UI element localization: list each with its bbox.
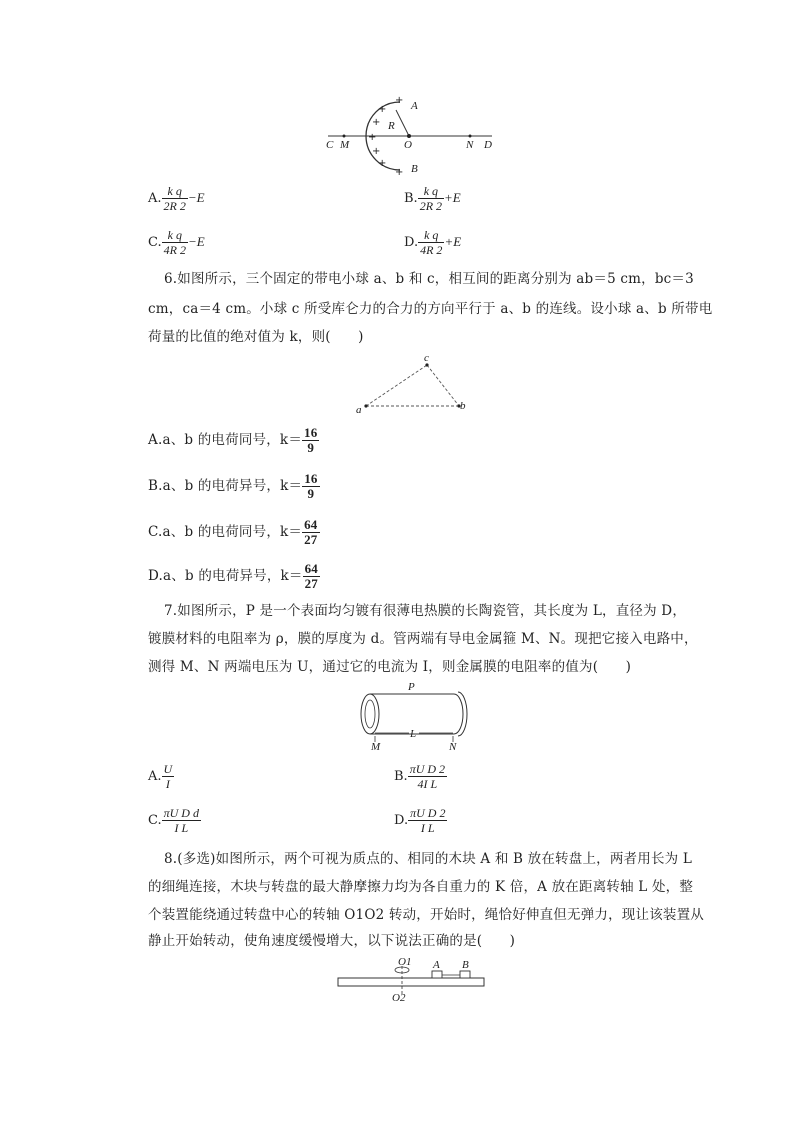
q6-stem-line3: 荷量的比值的绝对值为 k，则( ) — [148, 329, 364, 345]
label-O: O — [404, 139, 412, 151]
q7-option-d[interactable]: D. $\frac{\text{πU D 2}}{\text{I L}}$ — [394, 806, 446, 835]
q7-stem-line3: 测得 M、N 两端电压为 U，通过它的电流为 I，则金属膜的电阻率的值为( ) — [148, 659, 632, 675]
q5-option-a[interactable]: A. $\frac{\text{k q}}{2R 2}$ −E — [148, 184, 205, 213]
label-c: c — [424, 352, 429, 364]
q8-stem-line1: 8.(多选)如图所示，两个可视为质点的、相同的木块 A 和 B 放在转盘上，两者用长为 L — [164, 851, 693, 867]
plus-sign: + — [372, 146, 381, 157]
q8-stem-line3: 个装置能绕通过转盘中心的转轴 O1O2 转动，开始时，绳恰好伸直但无弹力，现让该装置从 — [148, 907, 704, 923]
plus-sign: + — [372, 117, 381, 128]
q5-option-d[interactable]: D. $\frac{\text{k q}}{4R 2}$ +E — [404, 228, 462, 257]
q8-stem-line2: 的细绳连接，木块与转盘的最大静摩擦力均为各自重力的 K 倍，A 放在距离转轴 L 处，整 — [148, 879, 694, 895]
label-N: N — [466, 139, 474, 151]
q6-option-c[interactable]: C.a、b 的电荷同号，k＝ $\frac{64}{27}$ — [148, 517, 318, 547]
label-O2: O2 — [392, 992, 406, 1004]
label-O1: O1 — [398, 956, 412, 968]
label-P: P — [408, 681, 415, 693]
q5-option-b[interactable]: B. $\frac{\text{k q}}{2R 2}$ +E — [404, 184, 461, 213]
label-A: A — [411, 100, 418, 112]
q6-option-a[interactable]: A.a、b 的电荷同号，k＝ $\frac{16}{9}$ — [148, 425, 318, 455]
label-A: A — [433, 959, 440, 971]
label-B: B — [411, 163, 418, 175]
q6-option-b[interactable]: B.a、b 的电荷异号，k＝ $\frac{16}{9}$ — [148, 471, 318, 501]
label-b: b — [460, 400, 466, 412]
plus-sign: + — [378, 104, 387, 115]
q7-stem-line1: 7.如图所示，P 是一个表面均匀镀有很薄电热膜的长陶瓷管，其长度为 L，直径为 D， — [164, 603, 687, 619]
label-a: a — [356, 404, 362, 416]
plus-sign: + — [378, 158, 387, 169]
q7-option-c[interactable]: C. $\frac{\text{πU D d}}{\text{I L}}$ — [148, 806, 199, 835]
q8-stem-line4: 静止开始转动，使角速度缓慢增大，以下说法正确的是( ) — [148, 933, 516, 949]
label-M: M — [340, 139, 350, 151]
q7-stem-line2: 镀膜材料的电阻率为 ρ，膜的厚度为 d。管两端有导电金属箍 M、N。现把它接入电路中， — [148, 631, 698, 647]
label-B: B — [462, 959, 469, 971]
q6-stem-line1: 6.如图所示，三个固定的带电小球 a、b 和 c，相互间的距离分别为 ab＝5 cm，bc＝3 — [164, 271, 694, 287]
q5-figure — [320, 96, 500, 176]
q5-option-c[interactable]: C. $\frac{\text{k q}}{4R 2}$ −E — [148, 228, 205, 257]
label-N: N — [449, 741, 457, 753]
label-D: D — [484, 139, 492, 151]
plus-sign: + — [395, 167, 404, 178]
q8-turntable-figure — [336, 956, 488, 1006]
label-C: C — [326, 139, 334, 151]
q6-option-d[interactable]: D.a、b 的电荷异号，k＝ $\frac{64}{27}$ — [148, 561, 319, 591]
label-M: M — [371, 741, 381, 753]
plus-sign: + — [368, 132, 377, 143]
q7-tube-figure — [355, 680, 469, 752]
label-R: R — [388, 120, 395, 132]
q7-option-b[interactable]: B. $\frac{\text{πU D 2}}{\text{4I L}}$ — [394, 762, 446, 791]
label-L: L — [410, 728, 417, 740]
q6-triangle-figure — [352, 352, 470, 416]
plus-sign: + — [395, 95, 404, 106]
q6-stem-line2: cm，ca＝4 cm。小球 c 所受库仑力的合力的方向平行于 a、b 的连线。设小球 a、b 所带电 — [148, 301, 713, 317]
q7-option-a[interactable]: A. $\frac{U}{I}$ — [148, 762, 173, 791]
